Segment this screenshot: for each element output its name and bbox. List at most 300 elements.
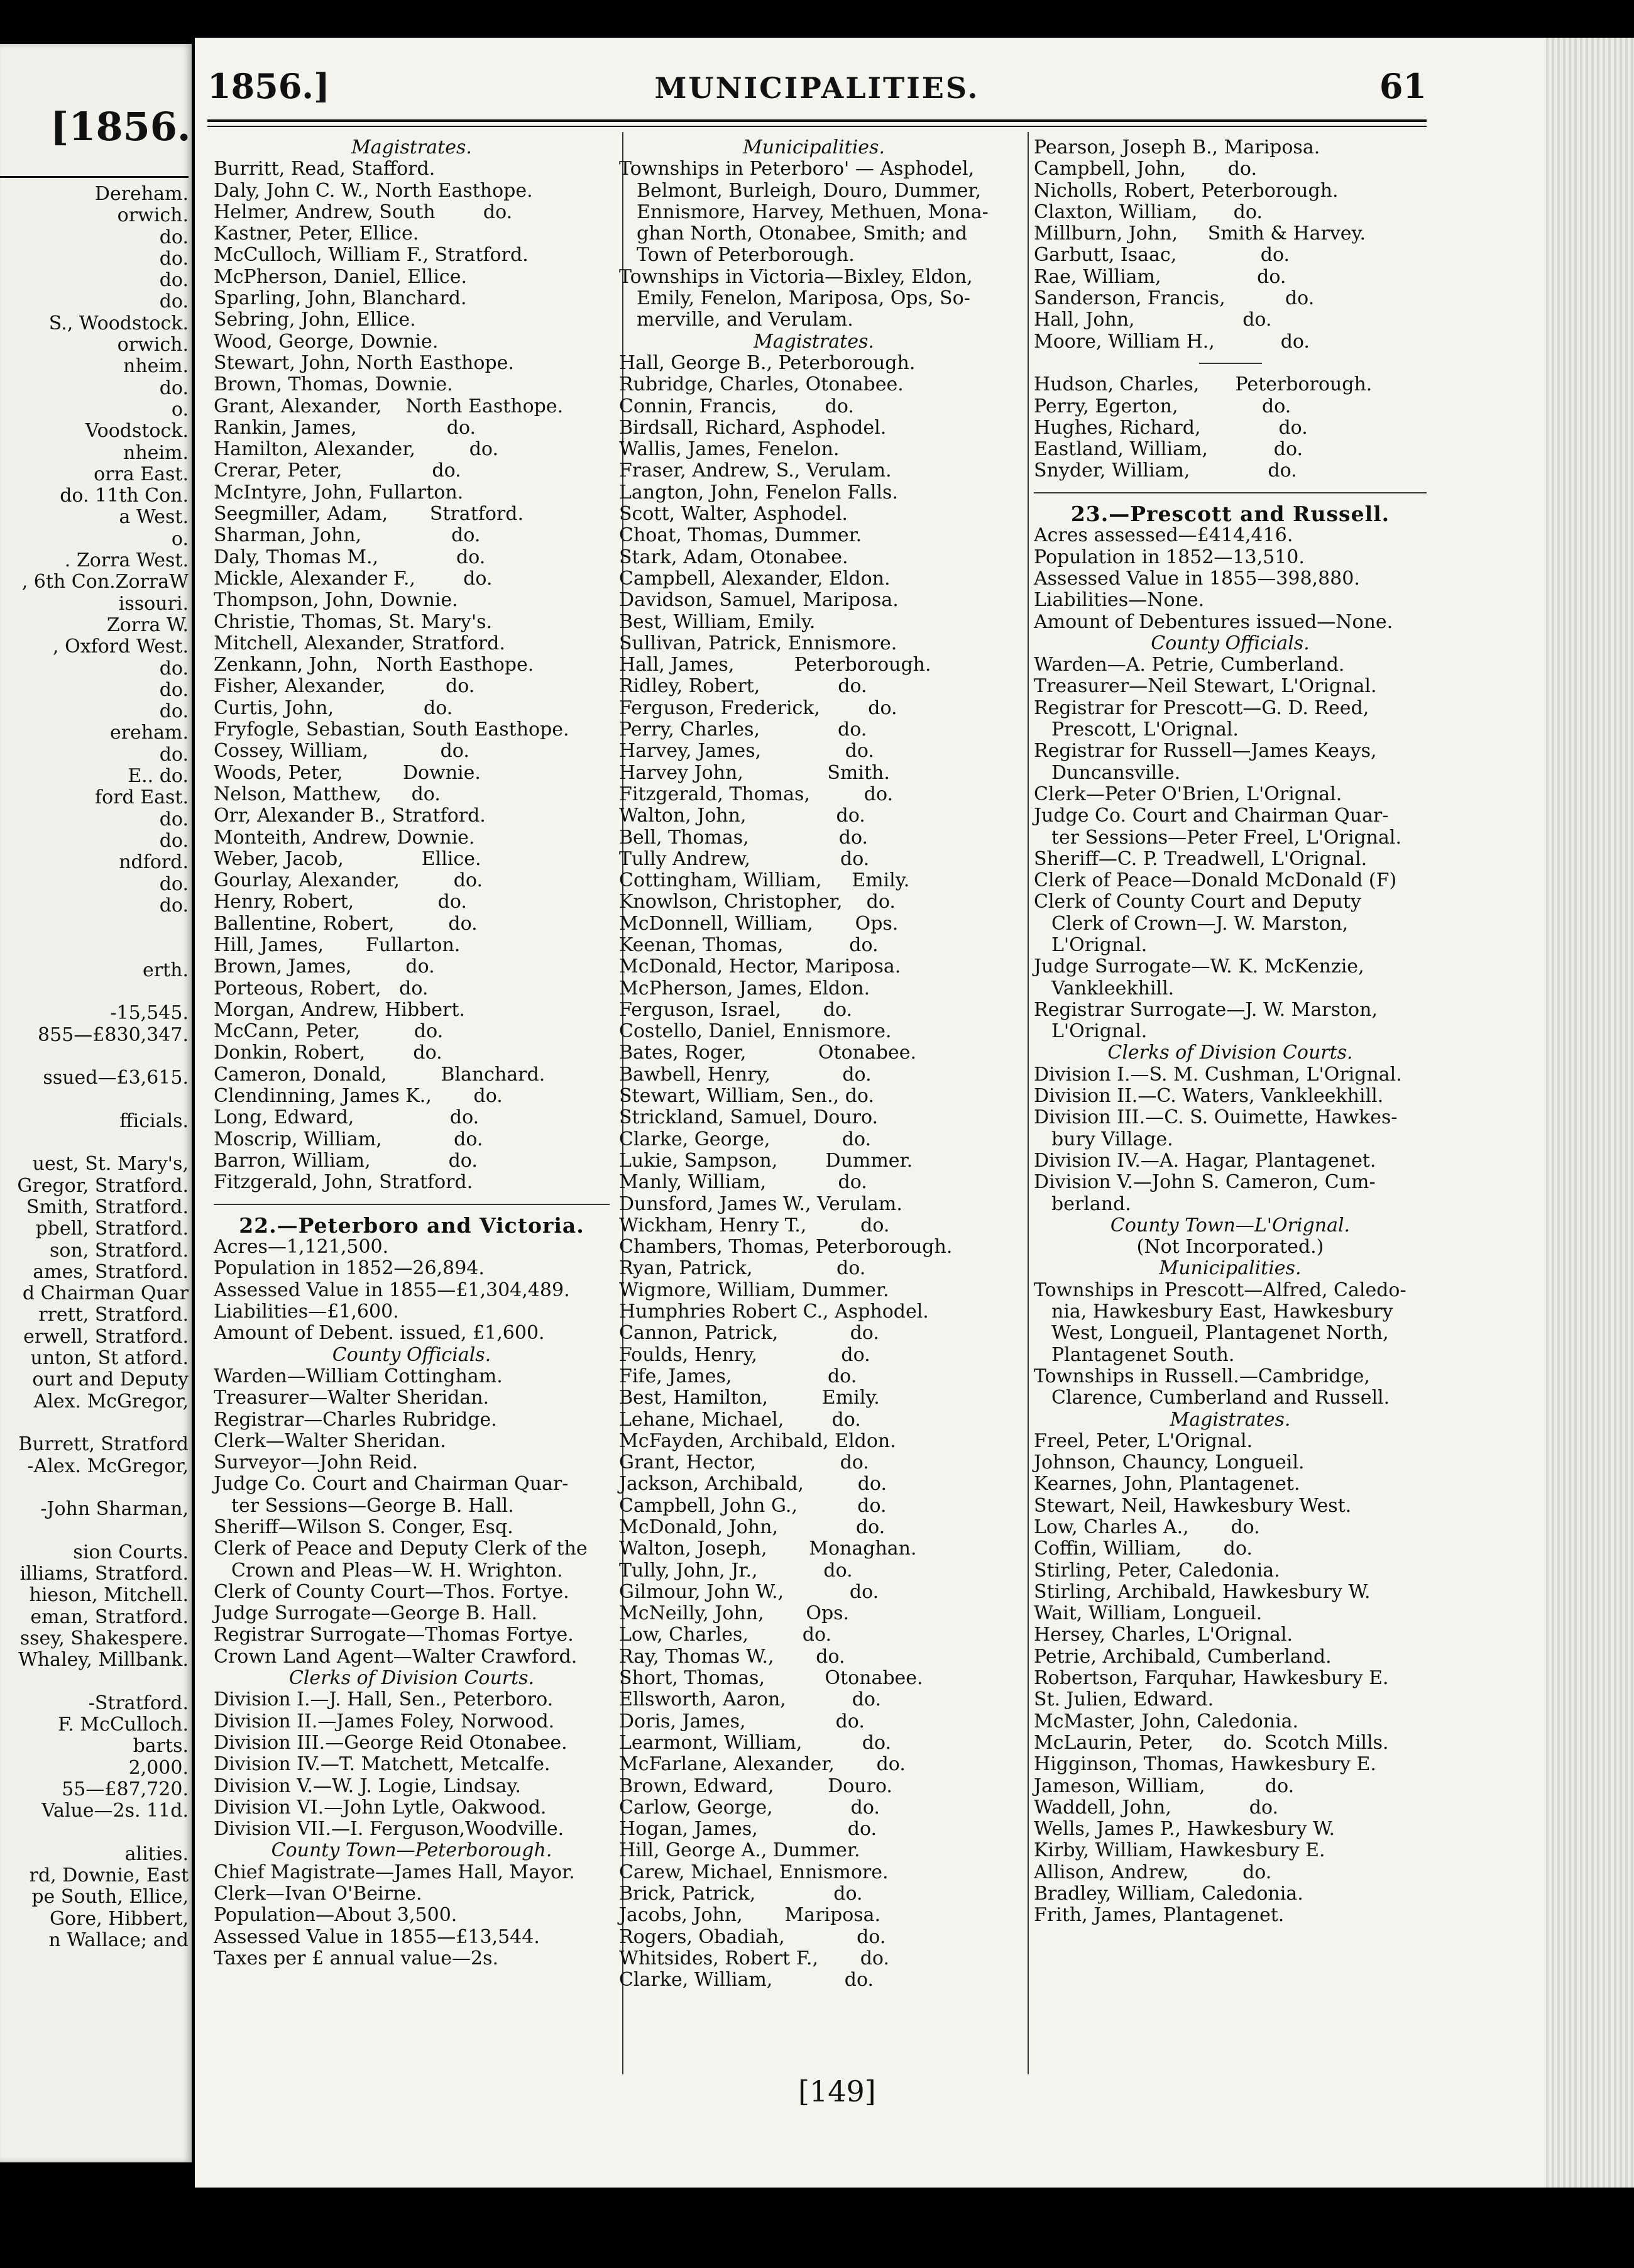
facing-page-line xyxy=(0,1822,189,1844)
section-heading: County Officials. xyxy=(1151,632,1310,654)
text-line: Campbell, John G., do. xyxy=(619,1494,887,1517)
text-line: Registrar for Prescott—G. D. Reed, xyxy=(1034,696,1369,719)
text-line: Costello, Daniel, Ennismore. xyxy=(619,1020,892,1043)
text-line: Ferguson, Frederick, do. xyxy=(619,696,897,719)
text-line: Prescott, L'Orignal. xyxy=(1051,718,1239,741)
text-line: Fraser, Andrew, S., Verulam. xyxy=(619,460,892,482)
text-line: Wood, George, Downie. xyxy=(214,330,439,353)
text-line: Long, Edward, do. xyxy=(214,1106,480,1129)
text-line: Robertson, Farquhar, Hawkesbury E. xyxy=(1034,1667,1389,1690)
facing-page-line xyxy=(0,1089,189,1110)
facing-page-line: rrett, Stratford. xyxy=(38,1304,189,1326)
facing-page-line: illiams, Stratford. xyxy=(19,1563,189,1585)
text-line: McDonnell, William, Ops. xyxy=(619,912,899,935)
text-line: McDonald, Hector, Mariposa. xyxy=(619,955,901,978)
facing-page-line: Alex. McGregor, xyxy=(33,1390,189,1412)
facing-page-line: erwell, Stratford. xyxy=(23,1325,189,1348)
column-2 xyxy=(619,137,1009,1991)
text-line: Population in 1852—13,510. xyxy=(1034,546,1305,568)
text-line: McNeilly, John, Ops. xyxy=(619,1602,850,1625)
text-line: Clarence, Cumberland and Russell. xyxy=(1051,1387,1390,1409)
text-line: Lehane, Michael, do. xyxy=(619,1408,861,1431)
text-line: Seegmiller, Adam, Stratford. xyxy=(214,503,524,526)
text-line: Sharman, John, do. xyxy=(214,524,481,547)
text-line: Waddell, John, do. xyxy=(1034,1796,1279,1819)
facing-page-line xyxy=(0,1046,189,1067)
text-line: Eastland, William, do. xyxy=(1034,438,1303,461)
section-rule xyxy=(1034,482,1427,504)
text-line: Division III.—C. S. Ouimette, Hawkes- xyxy=(1034,1106,1398,1129)
text-line: Moore, William H., do. xyxy=(1034,330,1310,353)
section-heading: County Officials. xyxy=(332,1343,491,1366)
text-line: Whitsides, Robert F., do. xyxy=(619,1947,890,1969)
text-line: Kastner, Peter, Ellice. xyxy=(214,223,419,245)
text-line: Clarke, George, do. xyxy=(619,1128,872,1150)
facing-page-line xyxy=(0,917,189,938)
text-line: Jameson, William, do. xyxy=(1034,1775,1295,1797)
text-line: Garbutt, Isaac, do. xyxy=(1034,244,1290,267)
text-line: Humphries Robert C., Asphodel. xyxy=(619,1301,929,1323)
text-line: Keenan, Thomas, do. xyxy=(619,933,879,956)
text-line: Stewart, John, North Easthope. xyxy=(214,351,514,374)
text-line: Wigmore, William, Dummer. xyxy=(619,1279,889,1301)
text-line: Rae, William, do. xyxy=(1034,265,1286,288)
text-line: Higginson, Thomas, Hawkesbury E. xyxy=(1034,1753,1376,1776)
facing-page-line xyxy=(0,1477,189,1499)
text-line: Belmont, Burleigh, Douro, Dummer, xyxy=(637,179,982,202)
text-line: Registrar—Charles Rubridge. xyxy=(214,1408,497,1431)
facing-page-line: ssey, Shakespere. xyxy=(19,1627,189,1649)
page-number: 61 xyxy=(1379,66,1427,106)
text-line: Rubridge, Charles, Otonabee. xyxy=(619,373,904,396)
text-line: Division V.—W. J. Logie, Lindsay. xyxy=(214,1775,521,1797)
facing-page-line xyxy=(0,1132,189,1153)
facing-page-line: uest, St. Mary's, xyxy=(32,1153,189,1175)
text-line: Pearson, Joseph B., Mariposa. xyxy=(1034,136,1320,158)
facing-page-line: hieson, Mitchell. xyxy=(29,1584,189,1607)
facing-page-line: orwich. xyxy=(117,204,189,227)
text-line: Townships in Peterboro' — Asphodel, xyxy=(619,158,975,180)
facing-page-line: Dereham. xyxy=(94,183,189,205)
text-line: Town of Peterborough. xyxy=(637,244,855,267)
text-line: Cossey, William, do. xyxy=(214,740,469,762)
text-line: nia, Hawkesbury East, Hawkesbury xyxy=(1051,1301,1393,1323)
text-line: Registrar for Russell—James Keays, xyxy=(1034,740,1377,762)
text-line: Connin, Francis, do. xyxy=(619,395,854,417)
text-line: Clerk of County Court and Deputy xyxy=(1034,891,1361,913)
text-line: ter Sessions—Peter Freel, L'Orignal. xyxy=(1051,826,1402,849)
column-1 xyxy=(214,137,610,1969)
facing-page-line xyxy=(0,1412,189,1434)
text-line: Division VI.—John Lytle, Oakwood. xyxy=(214,1796,547,1819)
text-line: Registrar Surrogate—J. W. Marston, xyxy=(1034,998,1378,1021)
text-line: Freel, Peter, L'Orignal. xyxy=(1034,1429,1253,1452)
text-line: Chambers, Thomas, Peterborough. xyxy=(619,1236,953,1258)
section-heading: Clerks of Division Courts. xyxy=(1107,1042,1353,1064)
text-line: Clerk of Peace and Deputy Clerk of the xyxy=(214,1538,588,1560)
facing-page-line: o. xyxy=(171,398,189,421)
section-rule xyxy=(214,1194,610,1215)
facing-page-line: eman, Stratford. xyxy=(30,1605,189,1628)
text-line: Campbell, Alexander, Eldon. xyxy=(619,567,891,590)
facing-page-line: do. xyxy=(159,808,189,830)
text-line: merville, and Verulam. xyxy=(637,309,853,331)
text-line: ter Sessions—George B. Hall. xyxy=(231,1494,514,1517)
text-line: Warden—A. Petrie, Cumberland. xyxy=(1034,654,1345,676)
facing-page-line: E.. do. xyxy=(128,765,189,788)
text-line: Daly, Thomas M., do. xyxy=(214,546,486,568)
text-line: Vankleekhill. xyxy=(1051,977,1175,999)
text-line: Judge Co. Court and Chairman Quar- xyxy=(214,1473,569,1495)
section-heading: County Town—Peterborough. xyxy=(271,1839,552,1862)
text-line: Bates, Roger, Otonabee. xyxy=(619,1042,916,1064)
text-line: Cottingham, William, Emily. xyxy=(619,869,910,892)
text-line: Wait, William, Longueil. xyxy=(1034,1602,1263,1625)
text-line: Division III.—George Reid Otonabee. xyxy=(214,1731,568,1754)
facing-page-line: issouri. xyxy=(118,592,189,615)
text-line: McCulloch, William F., Stratford. xyxy=(214,244,529,267)
text-line: Crerar, Peter, do. xyxy=(214,460,461,482)
facing-page-header: [1856. xyxy=(50,104,191,150)
text-line: ghan North, Otonabee, Smith; and xyxy=(637,223,968,245)
text-line: Wells, James P., Hawkesbury W. xyxy=(1034,1818,1335,1841)
text-line: Helmer, Andrew, South do. xyxy=(214,201,513,223)
facing-page-line: -Stratford. xyxy=(88,1692,189,1714)
text-line: Division II.—C. Waters, Vankleekhill. xyxy=(1034,1085,1384,1108)
text-line: Hall, James, Peterborough. xyxy=(619,654,931,676)
facing-page-line: ourt and Deputy xyxy=(32,1368,189,1391)
text-line: bury Village. xyxy=(1051,1128,1173,1150)
text-line: Division IV.—A. Hagar, Plantagenet. xyxy=(1034,1149,1376,1172)
text-line: Clerk—Walter Sheridan. xyxy=(214,1429,446,1452)
facing-page-line: Voodstock. xyxy=(85,420,189,443)
text-line: Henry, Robert, do. xyxy=(214,891,467,913)
section-heading: Municipalities. xyxy=(1159,1257,1302,1280)
text-line: Dunsford, James W., Verulam. xyxy=(619,1192,902,1215)
text-line: Tully Andrew, do. xyxy=(619,847,870,870)
text-line: Division V.—John S. Cameron, Cum- xyxy=(1034,1171,1376,1194)
facing-page-line: do. xyxy=(159,894,189,917)
text-line: Crown Land Agent—Walter Crawford. xyxy=(214,1645,578,1668)
facing-page-line: ames, Stratford. xyxy=(33,1260,189,1283)
facing-page-line: ford East. xyxy=(94,786,189,809)
text-line: Clarke, William, do. xyxy=(619,1969,874,1991)
facing-page-line: orwich. xyxy=(117,334,189,356)
text-line: L'Orignal. xyxy=(1051,933,1148,956)
facing-page-line: barts. xyxy=(133,1735,189,1758)
facing-page-line: a West. xyxy=(119,506,189,529)
text-line: Burritt, Read, Stafford. xyxy=(214,158,436,180)
header-rule-thin xyxy=(207,126,1427,127)
facing-page-line: do. xyxy=(159,700,189,723)
text-line: Johnson, Chauncy, Longueil. xyxy=(1034,1451,1305,1474)
text-line: Sebring, John, Ellice. xyxy=(214,309,416,331)
text-line: Daly, John C. W., North Easthope. xyxy=(214,179,533,202)
text-line: Tully, John, Jr., do. xyxy=(619,1559,853,1582)
facing-page-line: erth. xyxy=(142,959,189,981)
text-line: Bawbell, Henry, do. xyxy=(619,1063,872,1086)
text-line: Davidson, Samuel, Mariposa. xyxy=(619,589,899,612)
text-line: Perry, Egerton, do. xyxy=(1034,395,1291,417)
text-line: McFarlane, Alexander, do. xyxy=(619,1753,906,1776)
text-line: Hogan, James, do. xyxy=(619,1818,877,1841)
section-heading: Clerks of Division Courts. xyxy=(288,1667,535,1690)
facing-page-line: -John Sharman, xyxy=(40,1498,189,1521)
text-line: Woods, Peter, Downie. xyxy=(214,761,481,784)
facing-page-line xyxy=(0,1520,189,1541)
text-line: Fryfogle, Sebastian, South Easthope. xyxy=(214,718,569,741)
text-line: Moscrip, William, do. xyxy=(214,1128,483,1150)
text-line: Choat, Thomas, Dummer. xyxy=(619,524,862,547)
text-line: Treasurer—Neil Stewart, L'Orignal. xyxy=(1034,675,1377,698)
text-line: Mickle, Alexander F., do. xyxy=(214,567,493,590)
text-line: Claxton, William, do. xyxy=(1034,201,1263,223)
text-line: Chief Magistrate—James Hall, Mayor. xyxy=(214,1861,575,1883)
text-line: L'Orignal. xyxy=(1051,1020,1148,1043)
text-line: Campbell, John, do. xyxy=(1034,158,1258,180)
page-header xyxy=(207,66,1427,116)
text-line: McCann, Peter, do. xyxy=(214,1020,444,1043)
text-line: Best, Hamilton, Emily. xyxy=(619,1387,880,1409)
text-line: Hudson, Charles, Peterborough. xyxy=(1034,373,1373,396)
text-line: Clerk—Ivan O'Beirne. xyxy=(214,1883,422,1905)
text-line: McDonald, John, do. xyxy=(619,1516,886,1538)
text-line: Walton, John, do. xyxy=(619,805,865,827)
text-line: Hall, John, do. xyxy=(1034,309,1272,331)
facing-page-line: do. xyxy=(159,226,189,248)
text-line: Clerk—Peter O'Brien, L'Orignal. xyxy=(1034,783,1342,805)
text-line: Foulds, Henry, do. xyxy=(619,1343,870,1366)
text-line: Fitzgerald, Thomas, do. xyxy=(619,783,894,805)
text-line: Nelson, Matthew, do. xyxy=(214,783,441,805)
facing-page-line: 55—£87,720. xyxy=(62,1778,189,1800)
text-line: McPherson, Daniel, Ellice. xyxy=(214,265,468,288)
facing-page-line: d Chairman Quar xyxy=(22,1282,189,1305)
text-line: St. Julien, Edward. xyxy=(1034,1688,1214,1711)
text-line: Sullivan, Patrick, Ennismore. xyxy=(619,632,897,654)
text-line: Fisher, Alexander, do. xyxy=(214,675,475,698)
text-line: Treasurer—Walter Sheridan. xyxy=(214,1387,490,1409)
facing-page-line: do. xyxy=(159,678,189,701)
text-line: Sparling, John, Blanchard. xyxy=(214,287,467,310)
text-line: Cameron, Donald, Blanchard. xyxy=(214,1063,546,1086)
facing-page-line: Gore, Hibbert, xyxy=(49,1907,189,1930)
text-line: Ellsworth, Aaron, do. xyxy=(619,1688,881,1711)
text-line: Stirling, Peter, Caledonia. xyxy=(1034,1559,1280,1582)
text-line: Monteith, Andrew, Downie. xyxy=(214,826,475,849)
text-line: Fife, James, do. xyxy=(619,1365,857,1387)
text-line: Rogers, Obadiah, do. xyxy=(619,1925,886,1948)
signature-mark: [149] xyxy=(798,2074,876,2108)
text-line: Jackson, Archibald, do. xyxy=(619,1473,887,1495)
text-line: berland. xyxy=(1051,1192,1131,1215)
facing-page-line: ereham. xyxy=(109,722,189,744)
section-heading: Magistrates. xyxy=(1170,1408,1291,1431)
facing-page-rule xyxy=(0,176,189,178)
text-line: Division VII.—I. Ferguson,Woodville. xyxy=(214,1818,564,1841)
text-line: Judge Surrogate—W. K. McKenzie, xyxy=(1034,955,1364,978)
facing-page-line: ssued—£3,615. xyxy=(43,1067,189,1089)
facing-page-line: do. xyxy=(159,247,189,270)
text-line: Harvey, James, do. xyxy=(619,740,874,762)
text-line: Grant, Hector, do. xyxy=(619,1451,869,1474)
text-line: Scott, Walter, Asphodel. xyxy=(619,503,848,526)
facing-page-text xyxy=(0,184,189,1951)
text-line: Ballentine, Robert, do. xyxy=(214,912,478,935)
text-line: Kirby, William, Hawkesbury E. xyxy=(1034,1839,1325,1862)
facing-page-line: do. xyxy=(159,829,189,852)
text-line: McLaurin, Peter, do. Scotch Mills. xyxy=(1034,1731,1389,1754)
text-line: Sanderson, Francis, do. xyxy=(1034,287,1315,310)
text-line: Gourlay, Alexander, do. xyxy=(214,869,483,892)
text-line: Hughes, Richard, do. xyxy=(1034,416,1308,439)
text-line: Orr, Alexander B., Stratford. xyxy=(214,805,486,827)
facing-page-line: -Alex. McGregor, xyxy=(27,1455,189,1477)
text-line: Ennismore, Harvey, Methuen, Mona- xyxy=(637,201,989,223)
text-line: Thompson, John, Downie. xyxy=(214,589,458,612)
text-line: Clerk of County Court—Thos. Fortye. xyxy=(214,1580,569,1603)
page-edge xyxy=(1546,38,1634,2188)
facing-page-line: ndford. xyxy=(119,851,189,874)
text-line: Snyder, William, do. xyxy=(1034,460,1297,482)
text-line: Rankin, James, do. xyxy=(214,416,476,439)
text-line: Carlow, George, do. xyxy=(619,1796,880,1819)
facing-page-line: do. xyxy=(159,873,189,895)
text-line: Division I.—S. M. Cushman, L'Orignal. xyxy=(1034,1063,1402,1086)
text-line: McIntyre, John, Fullarton. xyxy=(214,481,464,504)
facing-page-line: 2,000. xyxy=(128,1756,189,1779)
text-line: Brown, Thomas, Downie. xyxy=(214,373,453,396)
text-line: McMaster, John, Caledonia. xyxy=(1034,1710,1299,1732)
text-line: Townships in Prescott—Alfred, Caledo- xyxy=(1034,1279,1406,1301)
text-line: Stewart, Neil, Hawkesbury West. xyxy=(1034,1494,1352,1517)
text-line: Allison, Andrew, do. xyxy=(1034,1861,1272,1883)
text-line: Acres assessed—£414,416. xyxy=(1034,524,1293,547)
text-line: Low, Charles A., do. xyxy=(1034,1516,1260,1538)
facing-page-line: , 6th Con.ZorraW xyxy=(21,571,189,593)
facing-page-line: do. xyxy=(159,657,189,680)
section-heading: Magistrates. xyxy=(754,330,874,353)
text-line: Petrie, Archibald, Cumberland. xyxy=(1034,1645,1332,1668)
text-line: Coffin, William, do. xyxy=(1034,1538,1253,1560)
text-line: Curtis, John, do. xyxy=(214,696,453,719)
text-line: Jacobs, John, Mariposa. xyxy=(619,1904,881,1927)
text-line: Stark, Adam, Otonabee. xyxy=(619,546,848,568)
facing-page-line: do. xyxy=(159,269,189,292)
facing-page-line: n Wallace; and xyxy=(48,1929,189,1952)
text-line: Emily, Fenelon, Mariposa, Ops, So- xyxy=(637,287,970,310)
text-line: Weber, Jacob, Ellice. xyxy=(214,847,481,870)
text-line: Christie, Thomas, St. Mary's. xyxy=(214,610,493,633)
header-title: MUNICIPALITIES. xyxy=(654,71,980,105)
facing-page-line xyxy=(0,938,189,959)
facing-page-line: pe South, Ellice, xyxy=(31,1886,189,1908)
facing-page-line: do. 11th Con. xyxy=(60,485,189,507)
facing-page-line xyxy=(0,981,189,1003)
section-heading: Magistrates. xyxy=(351,136,472,158)
text-line: Ridley, Robert, do. xyxy=(619,675,867,698)
facing-page-line: Zorra W. xyxy=(106,614,189,636)
facing-page-line: F. McCulloch. xyxy=(58,1714,189,1736)
text-line: Walton, Joseph, Monaghan. xyxy=(619,1538,917,1560)
text-line: Knowlson, Christopher, do. xyxy=(619,891,896,913)
facing-page-line: son, Stratford. xyxy=(50,1239,189,1262)
text-line: Townships in Russell.—Cambridge, xyxy=(1034,1365,1370,1387)
text-line: Harvey John, Smith. xyxy=(619,761,890,784)
text-line: Assessed Value in 1855—£13,544. xyxy=(214,1925,540,1948)
text-line: Hall, George B., Peterborough. xyxy=(619,351,916,374)
text-line: Donkin, Robert, do. xyxy=(214,1042,442,1064)
text-line: Frith, James, Plantagenet. xyxy=(1034,1904,1285,1927)
text-line: Clerk of Crown—J. W. Marston, xyxy=(1051,912,1349,935)
facing-page-line: Whaley, Millbank. xyxy=(18,1649,189,1671)
facing-page-line: Burrett, Stratford xyxy=(18,1433,189,1456)
section-rule xyxy=(1034,353,1427,374)
text-line: Ray, Thomas W., do. xyxy=(619,1645,845,1668)
text-line: Judge Co. Court and Chairman Quar- xyxy=(1034,805,1389,827)
text-line: Amount of Debentures issued—None. xyxy=(1034,610,1393,633)
text-line: (Not Incorporated.) xyxy=(1136,1236,1324,1258)
text-line: Morgan, Andrew, Hibbert. xyxy=(214,998,465,1021)
text-line: Stirling, Archibald, Hawkesbury W. xyxy=(1034,1580,1371,1603)
text-line: Bradley, William, Caledonia. xyxy=(1034,1883,1303,1905)
section-heading: Municipalities. xyxy=(743,136,885,158)
text-line: Gilmour, John W., do. xyxy=(619,1580,879,1603)
facing-page-line xyxy=(0,1671,189,1692)
text-line: Stewart, William, Sen., do. xyxy=(619,1085,874,1108)
text-line: Duncansville. xyxy=(1051,761,1181,784)
text-line: Bell, Thomas, do. xyxy=(619,826,869,849)
facing-page-line: pbell, Stratford. xyxy=(35,1218,189,1240)
facing-page-line: sion Courts. xyxy=(73,1541,189,1563)
facing-page-line: rd, Downie, East xyxy=(29,1864,189,1887)
text-line: Ryan, Patrick, do. xyxy=(619,1257,866,1280)
text-line: Carew, Michael, Ennismore. xyxy=(619,1861,889,1883)
facing-page-line: Gregor, Stratford. xyxy=(17,1174,189,1197)
section-heading: County Town—L'Orignal. xyxy=(1110,1214,1351,1236)
text-line: Crown and Pleas—W. H. Wrighton. xyxy=(231,1559,563,1582)
text-line: Langton, John, Fenelon Falls. xyxy=(619,481,898,504)
county-heading: 23.—Prescott and Russell. xyxy=(1070,502,1390,527)
text-line: Kearnes, John, Plantagenet. xyxy=(1034,1473,1300,1495)
facing-page-line: do. xyxy=(159,377,189,399)
text-line: Clerk of Peace—Donald McDonald (F) xyxy=(1034,869,1397,892)
text-line: Birdsall, Richard, Asphodel. xyxy=(619,416,887,439)
text-line: Sheriff—C. P. Treadwell, L'Orignal. xyxy=(1034,847,1368,870)
facing-page-line: nheim. xyxy=(123,441,189,464)
column-divider xyxy=(1028,132,1029,2074)
facing-page-line: , Oxford West. xyxy=(53,636,189,658)
text-line: Fitzgerald, John, Stratford. xyxy=(214,1171,473,1194)
facing-page-line: alities. xyxy=(124,1842,189,1865)
text-line: West, Longueil, Plantagenet North, xyxy=(1051,1322,1389,1345)
text-line: Liabilities—None. xyxy=(1034,589,1205,612)
text-line: Mitchell, Alexander, Stratford. xyxy=(214,632,505,654)
text-line: Assessed Value in 1855—398,880. xyxy=(1034,567,1360,590)
text-line: Learmont, William, do. xyxy=(619,1731,892,1754)
text-line: Division IV.—T. Matchett, Metcalfe. xyxy=(214,1753,551,1776)
text-line: Hersey, Charles, L'Orignal. xyxy=(1034,1624,1293,1646)
text-line: Division II.—James Foley, Norwood. xyxy=(214,1710,555,1732)
facing-page-line: orra East. xyxy=(94,463,189,485)
text-line: Manly, William, do. xyxy=(619,1171,867,1194)
text-line: Registrar Surrogate—Thomas Fortye. xyxy=(214,1624,574,1646)
text-line: Population—About 3,500. xyxy=(214,1904,458,1927)
facing-page-line: do. xyxy=(159,290,189,313)
text-line: Taxes per £ annual value—2s. xyxy=(214,1947,499,1969)
text-line: Best, William, Emily. xyxy=(619,610,816,633)
text-line: Barron, William, do. xyxy=(214,1149,478,1172)
